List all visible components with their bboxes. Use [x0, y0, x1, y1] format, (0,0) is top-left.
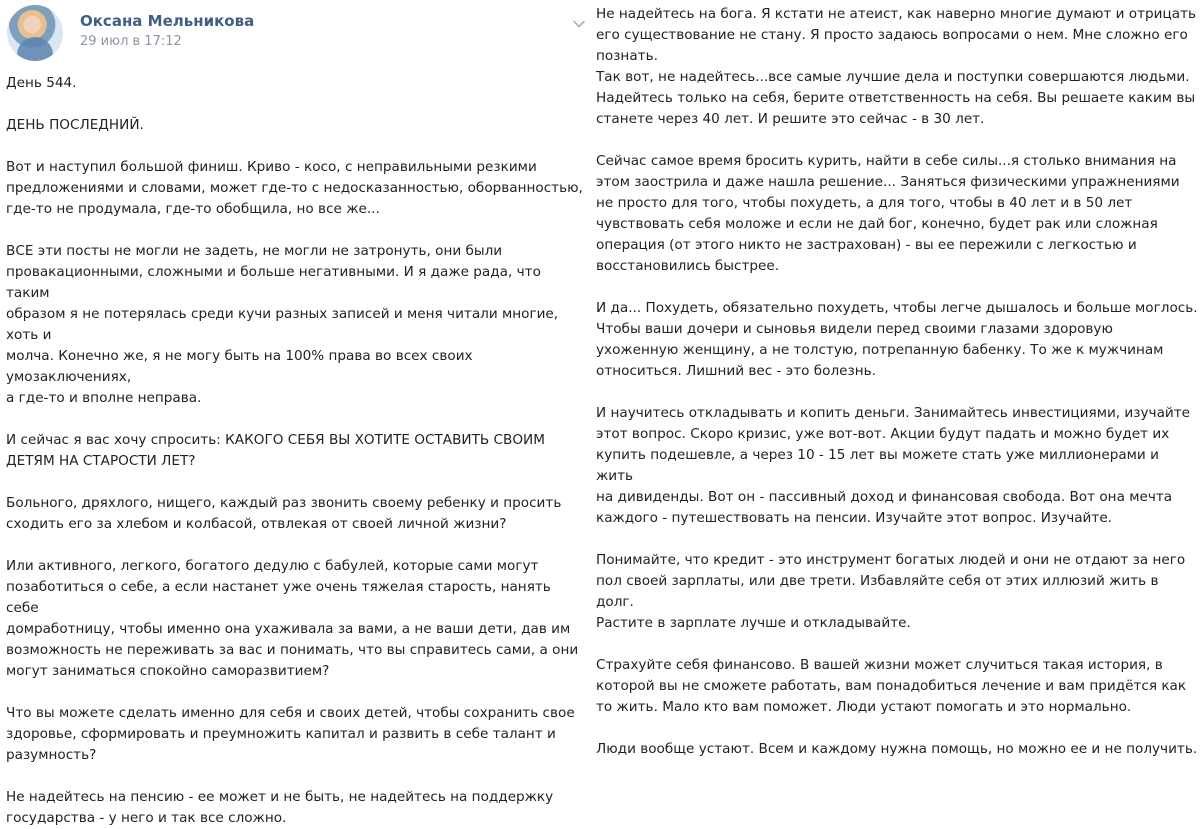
left-text-line: ДЕНЬ ПОСЛЕДНИЙ.: [6, 117, 144, 133]
right-text-line: Понимайте, что кредит - это инструмент богатых людей и они не отдают за него: [596, 552, 1186, 568]
right-text-line: на дивиденды. Вот он - пассивный доход и финансовая свобода. Вот она мечта: [596, 489, 1173, 505]
right-text-line: станете через 40 лет. И решите это сейчас - в 30 лет.: [596, 111, 985, 127]
paragraph-spacer: [596, 718, 1200, 739]
paragraph-spacer: [6, 766, 586, 787]
right-text-line: относиться. Лишний вес - это болезнь.: [596, 363, 876, 379]
right-text-line: купить подешевле, а через 10 - 15 лет вы можете стать уже миллионерами и жить: [596, 447, 1159, 484]
left-text-line: И сейчас я вас хочу спросить: КАКОГО СЕБЯ ВЫ ХОТИТЕ ОСТАВИТЬ СВОИМ: [6, 432, 545, 448]
left-text-line: возможность не переживать за вас и понимать, что вы справитесь сами, а они: [6, 642, 579, 658]
right-text-line: Страхуйте себя финансово. В вашей жизни может случиться такая история, в: [596, 657, 1163, 673]
paragraph-spacer: [6, 136, 586, 157]
right-text-line: каждого - путешествовать на пенсии. Изучайте этот вопрос. Изучайте.: [596, 510, 1112, 526]
right-text-line: Не надейтесь на бога. Я кстати не атеист, как наверно многие думают и отрицать: [596, 6, 1197, 22]
post-right-column: [590, 0, 1200, 757]
paragraph-spacer: [596, 382, 1200, 403]
left-text-line: домработницу, чтобы именно она ухаживала за вами, а не ваши дети, дав им: [6, 621, 571, 637]
post-date[interactable]: 29 июл в 17:12: [80, 34, 182, 49]
right-text-line: операция (от этого никто не застрахован) - вы ее пережили с легкостью и: [596, 237, 1137, 253]
right-text-line: которой вы не сможете работать, вам понадобиться лечение и вам придётся как: [596, 678, 1187, 694]
paragraph-spacer: [6, 682, 586, 703]
right-text-line: чувствовать себя моложе и если не дай бог, конечно, будет рак или сложная: [596, 216, 1158, 232]
paragraph-spacer: [596, 634, 1200, 655]
left-text-line: ДЕТЯМ НА СТАРОСТИ ЛЕТ?: [6, 453, 196, 469]
paragraph-spacer: [6, 472, 586, 493]
right-text-line: то жить. Мало кто вам поможет. Люди устают помогать и это нормально.: [596, 699, 1132, 715]
right-text-line: Люди вообще устают. Всем и каждому нужна помощь, но можно ее и не получить.: [596, 741, 1198, 757]
paragraph-spacer: [6, 409, 586, 430]
left-text-line: День 544.: [6, 75, 77, 91]
right-text-line: его существование не стану. Я просто задаюсь вопросами о нем. Мне сложно его: [596, 27, 1188, 43]
left-text-line: позаботиться о себе, а если настанет уже очень тяжелая старость, нанять себе: [6, 579, 551, 616]
right-text-line: пол своей зарплаты, или две трети. Избавляйте себя от этих иллюзий жить в долг.: [596, 573, 1159, 610]
right-text-line: Так вот, не надейтесь...все самые лучшие дела и поступки совершаются людьми.: [596, 69, 1190, 85]
left-text-line: провакационными, сложными и больше негативными. И я даже рада, что таким: [6, 264, 541, 301]
left-text-line: разумность?: [6, 747, 97, 763]
right-text-line: восстановились быстрее.: [596, 258, 780, 274]
left-text-line: Больного, дряхлого, нищего, каждый раз звонить своему ребенку и просить: [6, 495, 562, 511]
left-text-line: молча. Конечно же, я не могу быть на 100% права во всех своих умозаключениях,: [6, 348, 473, 385]
left-text-line: Или активного, легкого, богатого дедулю с бабулей, которые сами могут: [6, 558, 539, 574]
post-left-column: [0, 0, 590, 826]
right-text-line: Сейчас самое время бросить курить, найти в себе силы...я столько внимания на: [596, 153, 1177, 169]
right-text-line: Растите в зарплате лучше и откладывайте.: [596, 615, 911, 631]
left-text-line: здоровье, сформировать и преумножить капитал и развить в себе талант и: [6, 726, 556, 742]
left-text-line: Что вы можете сделать именно для себя и своих детей, чтобы сохранить свое: [6, 705, 575, 721]
right-text-line: ухоженную женщину, а не толстую, потрепанную бабенку. То же к мужчинам: [596, 342, 1164, 358]
right-text-line: И научитесь откладывать и копить деньги. Занимайтесь инвестициями, изучайте: [596, 405, 1191, 421]
paragraph-spacer: [6, 220, 586, 241]
author-name[interactable]: Оксана Мельникова: [80, 12, 255, 30]
left-text-line: Вот и наступил большой финиш. Криво - косо, с неправильными резкими: [6, 159, 537, 175]
right-text-line: И да... Похудеть, обязательно похудеть, чтобы легче дышалось и больше моглось.: [596, 300, 1198, 316]
paragraph-spacer: [596, 277, 1200, 298]
left-text-line: предложениями и словами, может где-то с недосказанностью, оборванностью,: [6, 180, 583, 196]
left-text-line: государства - у него и так все сложно.: [6, 810, 287, 826]
right-text-line: этот вопрос. Скоро кризис, уже вот-вот. Акции будут падать и можно будет их: [596, 426, 1170, 442]
right-text-line: не просто для того, чтобы похудеть, а для того, чтобы в 40 лет и в 50 лет: [596, 195, 1133, 211]
avatar[interactable]: [7, 5, 63, 61]
post-text-left: [6, 73, 586, 829]
left-text-line: могут заниматься спокойно саморазвитием?: [6, 663, 330, 679]
chevron-down-icon[interactable]: [572, 16, 586, 30]
left-text-line: образом я не потерялась среди кучи разных записей и меня читали многие, хоть и: [6, 306, 559, 343]
paragraph-spacer: [596, 529, 1200, 550]
right-text-line: Чтобы ваши дочери и сыновья видели перед своими глазами здоровую: [596, 321, 1113, 337]
right-text-line: Надейтесь только на себя, берите ответственность на себя. Вы решаете каким вы: [596, 90, 1196, 106]
paragraph-spacer: [596, 130, 1200, 151]
paragraph-spacer: [6, 535, 586, 556]
left-text-line: где-то не продумала, где-то обобщила, но все же...: [6, 201, 380, 217]
paragraph-spacer: [6, 94, 586, 115]
left-text-line: сходить его за хлебом и колбасой, отвлекая от своей личной жизни?: [6, 516, 507, 532]
right-text-line: этом заострила и даже нашла решение... Заняться физическими упражнениями: [596, 174, 1180, 190]
post-text-right: [596, 4, 1200, 760]
left-text-line: Не надейтесь на пенсию - ее может и не быть, не надейтесь на поддержку: [6, 789, 554, 805]
left-text-line: ВСЕ эти посты не могли не задеть, не могли не затронуть, они были: [6, 243, 503, 259]
post-header: [6, 4, 590, 64]
right-text-line: познать.: [596, 48, 658, 64]
left-text-line: а где-то и вполне неправа.: [6, 390, 202, 406]
